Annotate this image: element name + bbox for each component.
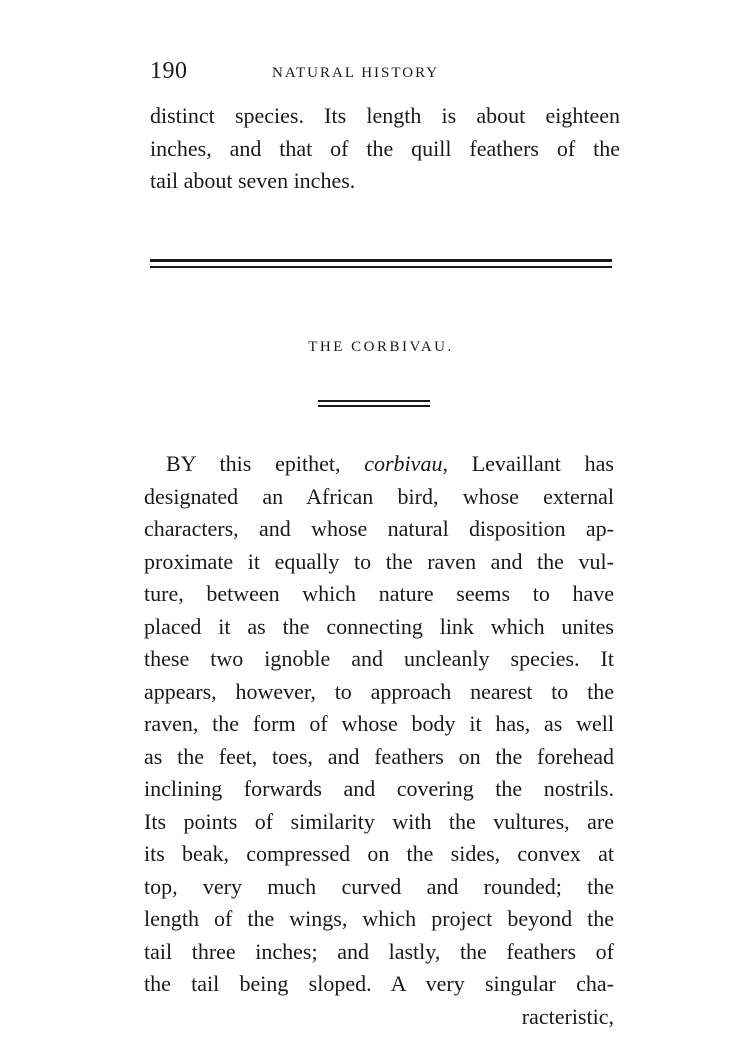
section-divider-double-rule	[150, 259, 612, 269]
rule-upper	[318, 400, 430, 402]
text-line: its beak, compressed on the sides, convex at	[144, 841, 614, 866]
line-text: , Levaillant has	[442, 451, 614, 476]
text-line: proximate it equally to the raven and the vul-	[144, 548, 614, 574]
running-title: NATURAL HISTORY	[272, 65, 440, 81]
line-text: BY this epithet,	[166, 451, 365, 476]
text-line: Its points of similarity with the vultures, are	[144, 808, 614, 834]
section-heading: THE CORBIVAU.	[308, 339, 454, 355]
text-line-first	[144, 448, 614, 481]
text-line: these two ignoble and uncleanly species. It	[144, 646, 614, 671]
text-line: designated an African bird, whose external	[144, 483, 614, 509]
text-line: as the feet, toes, and feathers on the forehead	[144, 743, 614, 769]
text-line: raven, the form of whose body it has, as well	[144, 711, 614, 736]
rule-thick	[150, 259, 612, 262]
text-line: tail about seven inches.	[150, 168, 356, 193]
text-line: distinct species. Its length is about eighteen	[150, 103, 620, 128]
rule-thin	[150, 266, 612, 268]
text-line: tail three inches; and lastly, the feathers of	[144, 938, 614, 964]
catchword: racteristic,	[521, 1003, 614, 1029]
heading-underline-double-rule	[318, 400, 430, 410]
page-number: 190	[150, 58, 188, 84]
rule-lower	[318, 405, 430, 407]
text-line: top, very much curved and rounded; the	[144, 873, 614, 899]
text-line: placed it as the connecting link which unites	[144, 613, 614, 639]
text-line: inches, and that of the quill feathers of the	[150, 135, 620, 161]
running-head	[150, 58, 620, 88]
text-line: inclining forwards and covering the nostrils.	[144, 776, 614, 801]
text-line: characters, and whose natural disposition ap-	[144, 516, 614, 541]
top-paragraph	[150, 100, 620, 198]
text-line: appears, however, to approach nearest to the	[144, 678, 614, 704]
text-line: the tail being sloped. A very singular cha-	[144, 971, 614, 996]
text-line: ture, between which nature seems to have	[144, 581, 614, 606]
main-paragraph	[144, 448, 614, 1033]
text-line: length of the wings, which project beyond the	[144, 906, 614, 931]
italic-term: corbivau	[364, 451, 443, 476]
